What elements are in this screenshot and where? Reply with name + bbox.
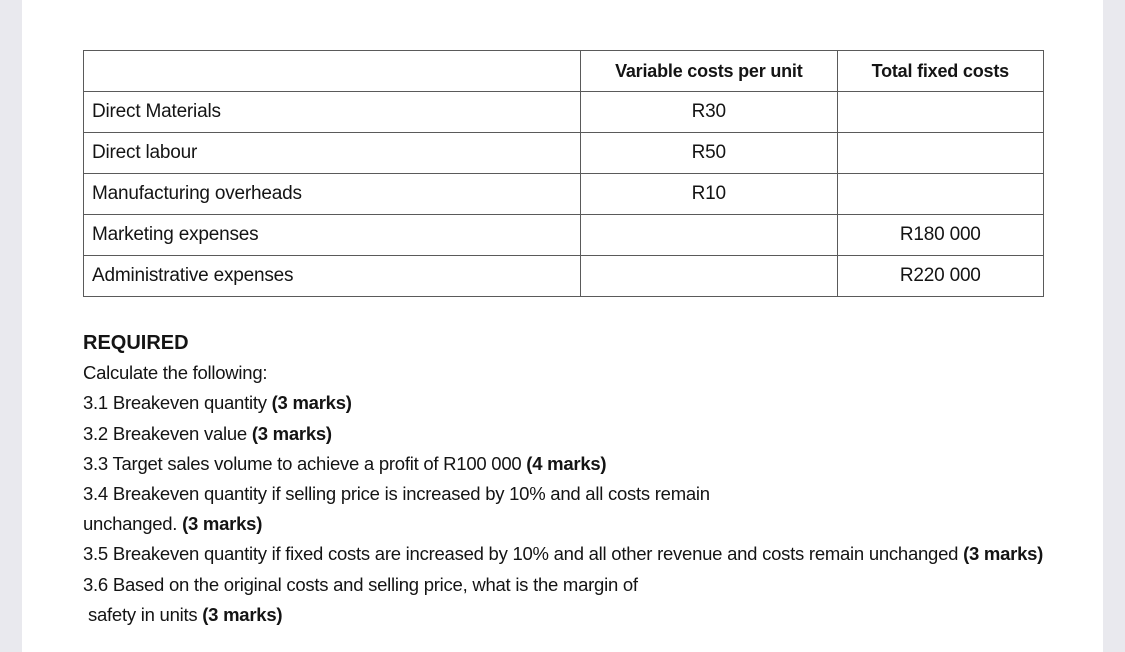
header-item [84,51,581,92]
question-3-1 [83,388,1093,418]
row-fixed-cost: R220 000 [837,256,1043,297]
question-text: safety in units [88,603,203,625]
question-3-2 [83,419,1093,449]
question-marks: (3 marks) [963,543,1044,565]
question-marks: (3 marks) [182,513,263,535]
required-intro: Calculate the following: [83,362,268,384]
document-page [22,0,1103,652]
question-3-6-line-1: 3.6 Based on the original costs and selling price, what is the margin of [83,573,638,595]
table-row [84,174,1044,215]
question-text: 3.1 Breakeven quantity [83,392,272,414]
question-3-3 [83,449,1093,479]
question-text: unchanged. [83,513,183,535]
row-item: Manufacturing overheads [84,174,581,215]
row-variable-cost [581,256,838,297]
row-item: Marketing expenses [84,215,581,256]
row-variable-cost [581,215,838,256]
row-variable-cost: R30 [581,92,838,133]
row-item: Direct labour [84,133,581,174]
header-variable-costs: Variable costs per unit [581,51,838,92]
question-marks: (4 marks) [526,452,607,474]
row-item: Direct Materials [84,92,581,133]
required-heading: REQUIRED [83,332,189,354]
row-fixed-cost: R180 000 [837,215,1043,256]
row-fixed-cost [837,174,1043,215]
table-row [84,256,1044,297]
question-marks: (3 marks) [271,392,352,414]
row-variable-cost: R50 [581,133,838,174]
question-3-4-line-1: 3.4 Breakeven quantity if selling price is increased by 10% and all costs remain [83,483,710,505]
table-row [84,215,1044,256]
row-fixed-cost [837,133,1043,174]
question-3-4-line-2 [83,509,1093,539]
table-row [84,92,1044,133]
header-fixed-costs: Total fixed costs [837,51,1043,92]
question-3-6-line-2 [83,600,1093,630]
row-item: Administrative expenses [84,256,581,297]
table-row [84,133,1044,174]
question-text: 3.2 Breakeven value [83,422,252,444]
question-text: 3.3 Target sales volume to achieve a profit of R100 000 [83,452,527,474]
cost-table [83,50,1044,297]
row-variable-cost: R10 [581,174,838,215]
required-section [83,328,1093,630]
table-header-row [84,51,1044,92]
question-3-5 [83,539,1093,569]
row-fixed-cost [837,92,1043,133]
question-marks: (3 marks) [202,603,283,625]
question-marks: (3 marks) [251,422,332,444]
question-text: 3.5 Breakeven quantity if fixed costs are increased by 10% and all other revenue and costs remain unchanged [83,543,964,565]
